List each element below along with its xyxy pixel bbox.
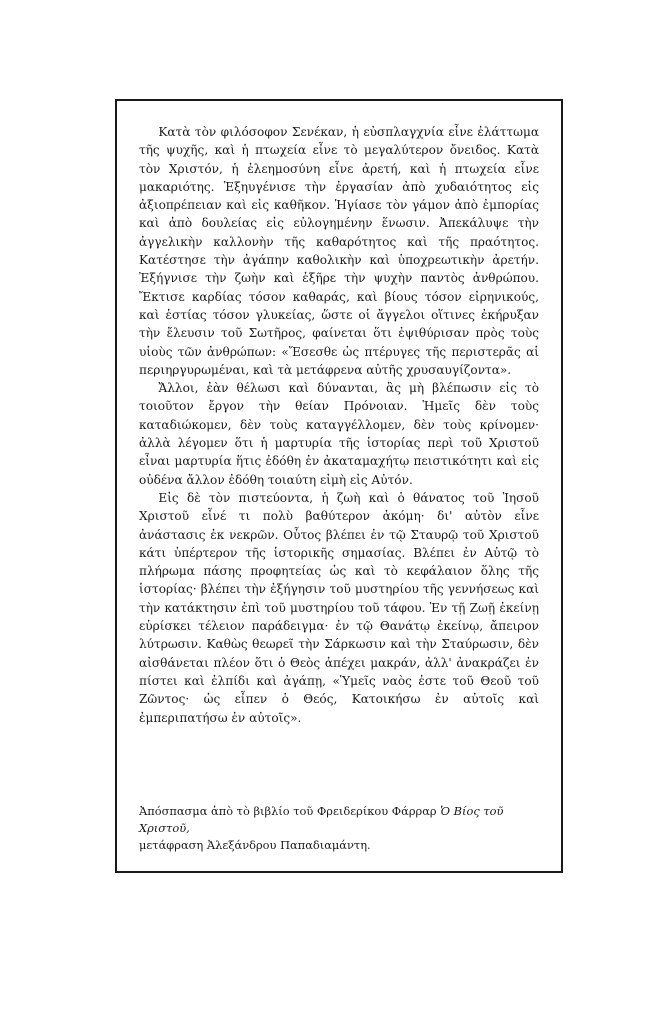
footnote-prefix: Ἀπόσπασμα ἀπὸ τὸ βιβλίο τοῦ Φρειδερίκου Φάρραρ <box>139 804 441 818</box>
footnote-line-1 <box>139 803 539 837</box>
footnote-line-2: μετάφραση Ἀλεξάνδρου Παπαδιαμάντη. <box>139 838 371 852</box>
paragraph-1: Κατὰ τὸν φιλόσοφον Σενέκαν, ἡ εὐσπλαγχνία εἶνε ἐλάττωμα τῆς ψυχῆς, καὶ ἡ πτωχεία εἶνε τὸ μεγαλύτερον ὄνειδος. Κατὰ τὸν Χριστόν, ἡ ἐλεημοσύνη εἶνε ἀρετή, καὶ ἡ πτωχεία εἶνε μακαριότης. Ἐξηυγένισε τὴν ἐργασίαν ἀπὸ χυδαιότητος εἰς ἀξιοπρέπειαν καὶ εἰς καθῆκον. Ἡγίασε τὸν γάμον ἀπὸ ἐμπορίας καὶ ἀπὸ δουλείας εἰς εὐλογημένην ἕνωσιν. Ἀπεκάλυψε τὴν ἀγγελικὴν καλλονὴν τῆς καθαρότητος καὶ τῆς πραότητος. Κατέστησε τὴν ἀγάπην καθολικὴν καὶ ὑποχρεωτικὴν ἀρετήν. Ἐξήγνισε τὴν ζωὴν καὶ ἐξῆρε τὴν ψυχὴν παντὸς ἀνθρώπου. Ἔκτισε καρδίας τόσον καθαράς, καὶ βίους τόσον εἰρηνικούς, καὶ ἑστίας τόσον γλυκείας, ὥστε οἱ ἄγγελοι οἵτινες ἐκήρυξαν τὴν ἔλευσιν τοῦ Σωτῆρος, φαίνεται ὅτι ἐψιθύρισαν πρὸς τοὺς υἱοὺς τῶν ἀνθρώπων: «Ἔσεσθε ὡς πτέρυγες τῆς περιστερᾶς αἱ περιηργυρωμέναι, καὶ τὰ μετάφρενα αὐτῆς χρυσαυγίζοντα». <box>139 125 539 377</box>
footnote-book-title: Ὁ Βίος τοῦ Χριστοῦ, <box>139 804 504 835</box>
paragraph-3: Εἰς δὲ τὸν πιστεύοντα, ἡ ζωὴ καὶ ὁ θάνατος τοῦ Ἰησοῦ Χριστοῦ εἶνέ τι πολὺ βαθύτερον ἀκόμη· δι' αὐτὸν εἶνε ἀνάστασις ἐκ νεκρῶν. Οὗτος βλέπει ἐν τῷ Σταυρῷ τοῦ Χριστοῦ κάτι ὑπέρτερον τῆς ἱστορικῆς σημασίας. Βλέπει ἐν Αὐτῷ τὸ πλήρωμα πάσης προφητείας ὡς καὶ τὸ κεφάλαιον ὅλης τῆς ἱστορίας· βλέπει τὴν ἐξήγησιν τοῦ μυστηρίου τῆς γεννήσεως καὶ τὴν κατάκτησιν ἐπὶ τοῦ μυστηρίου τοῦ τάφου. Ἐν τῇ Ζωῇ ἐκείνῃ εὑρίσκει τέλειον παράδειγμα· ἐν τῷ Θανάτῳ ἐκείνῳ, ἄπειρον λύτρωσιν. Καθὼς θεωρεῖ τὴν Σάρκωσιν καὶ τὴν Σταύρωσιν, δὲν αἰσθάνεται πλέον ὅτι ὁ Θεὸς ἀπέχει μακράν, ἀλλ' ἀνακράζει ἐν πίστει καὶ ἐλπίδι καὶ ἀγάπῃ, «Ὑμεῖς ναὸς ἐστε τοῦ Θεοῦ τοῦ Ζῶντος· ὡς εἶπεν ὁ Θεός, Κατοικήσω ἐν αὐτοῖς καὶ ἐμπεριπατήσω ἐν αὐτοῖς». <box>139 490 539 725</box>
footnote <box>139 803 539 854</box>
paragraph-2: Ἄλλοι, ἐὰν θέλωσι καὶ δύνανται, ἂς μὴ βλέπωσιν εἰς τὸ τοιοῦτον ἔργον τὴν θείαν Πρόνοιαν. Ἡμεῖς δὲν τοὺς καταδιώκομεν, δὲν τοὺς καταγγέλλομεν, δὲν τοὺς κρίνομεν· ἀλλὰ λέγομεν ὅτι ἡ μαρτυρία τῆς ἱστορίας περὶ τοῦ Χριστοῦ εἶναι μαρτυρία ἥτις ἐδόθη ἐν ἀκαταμαχήτῳ πειστικότητι καὶ εἰς οὐδένα ἄλλον ἐδόθη τοιαύτη εἰμὴ εἰς Αὐτόν. <box>139 381 539 487</box>
text-frame <box>115 99 563 873</box>
body-text <box>139 123 539 727</box>
